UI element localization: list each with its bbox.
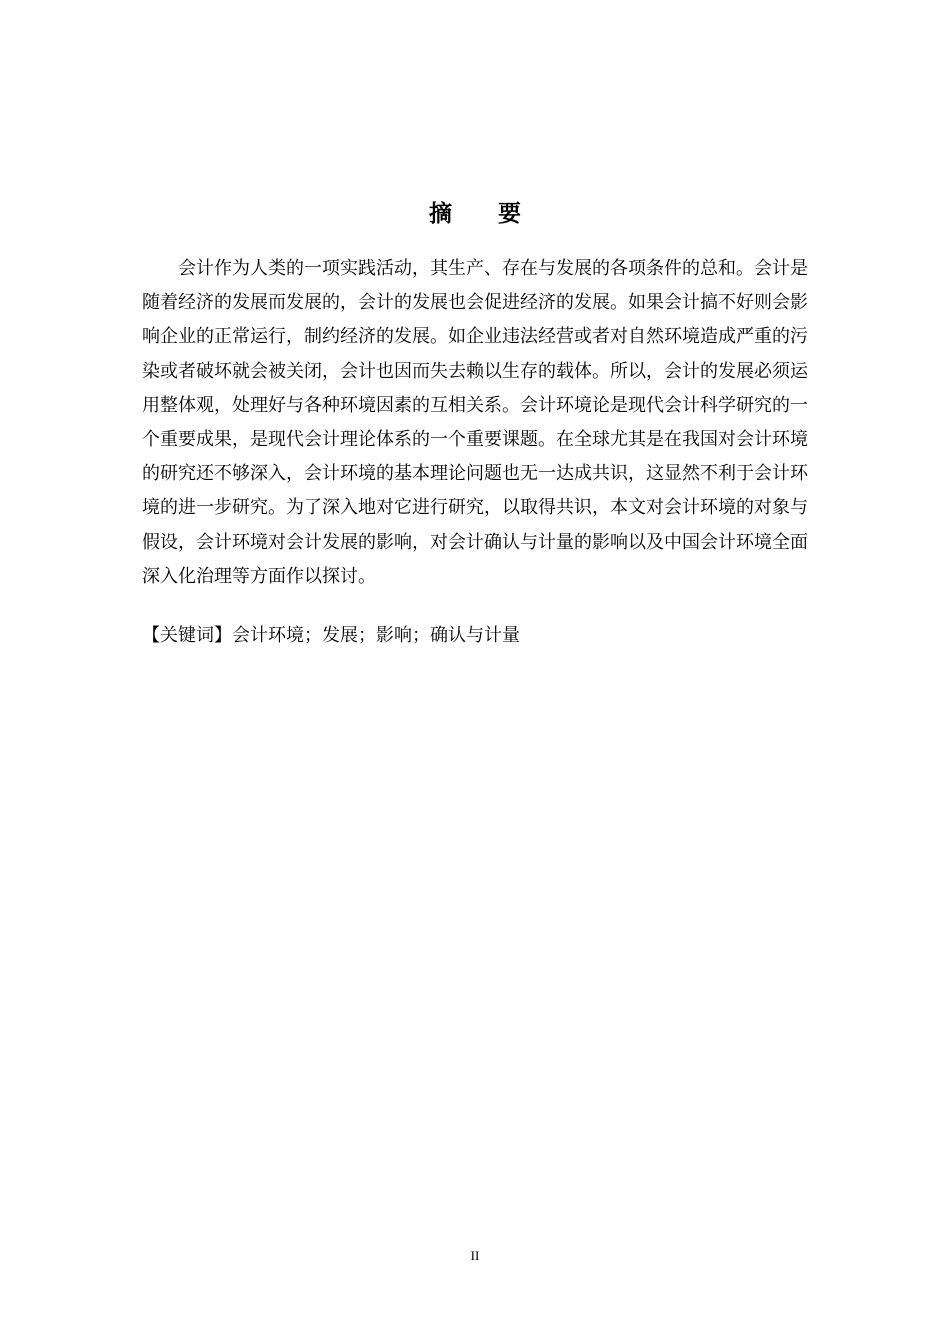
abstract-heading-char-2: 要 xyxy=(498,200,521,227)
keywords-text: 会计环境；发展；影响；确认与计量 xyxy=(232,625,520,646)
keywords-line xyxy=(142,619,808,653)
keywords-label: 【关键词】 xyxy=(142,625,232,646)
page-number: II xyxy=(470,1248,480,1263)
abstract-heading xyxy=(0,196,950,232)
abstract-heading-char-1: 摘 xyxy=(429,200,452,227)
abstract-body: 会计作为人类的一项实践活动，其生产、存在与发展的各项条件的总和。会计是随着经济的发展而发展的，会计的发展也会促进经济的发展。如果会计搞不好则会影响企业的正常运行，制约经济的发展。如企业违法经营或者对自然环境造成严重的污染或者破坏就会被关闭，会计也因而失去赖以生存的载体。所以，会计的发展必须运用整体观，处理好与各种环境因素的互相关系。会计环境论是现代会计科学研究的一个重要成果，是现代会计理论体系的一个重要课题。在全球尤其是在我国对会计环境的研究还不够深入，会计环境的基本理论问题也无一达成共识，这显然不利于会计环境的进一步研究。为了深入地对它进行研究，以取得共识，本文对会计环境的对象与假设，会计环境对会计发展的影响，对会计确认与计量的影响以及中国会计环境全面深入化治理等方面作以探讨。 xyxy=(142,258,808,587)
